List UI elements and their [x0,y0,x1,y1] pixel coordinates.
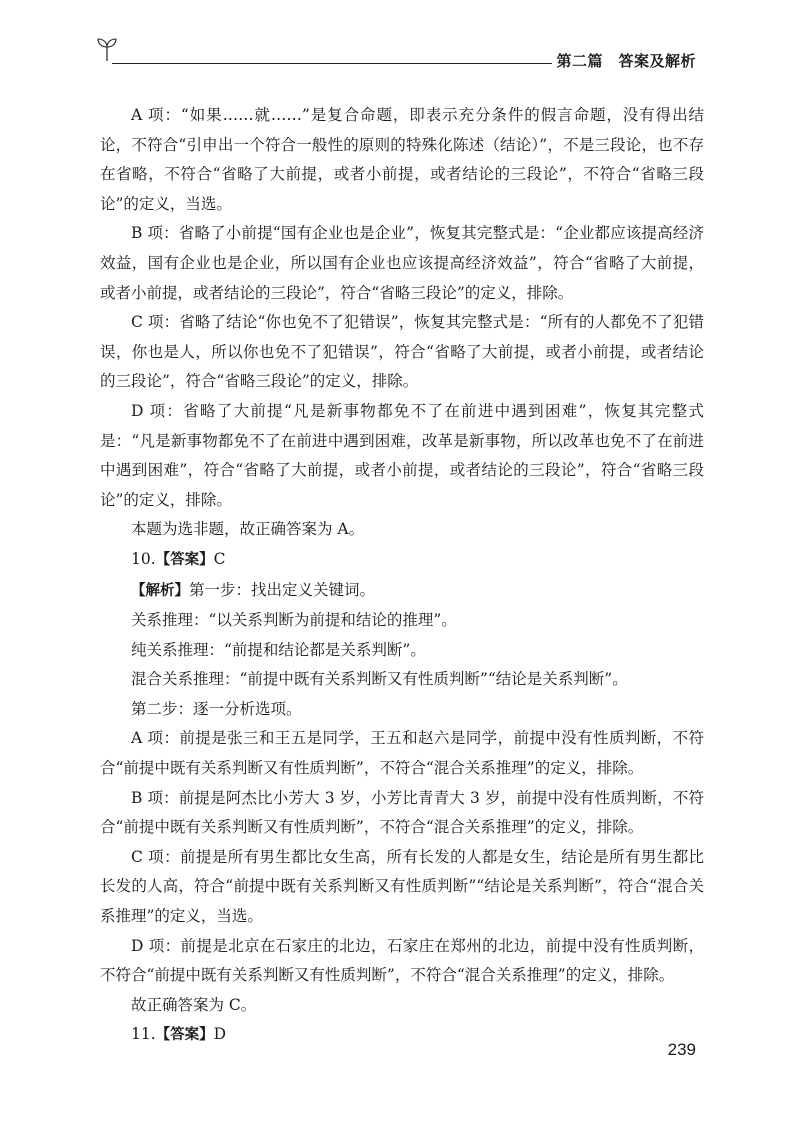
analysis-label: 【解析】 [131,582,189,599]
page-number: 239 [667,1040,696,1059]
paragraph-option-b-2: B 项：前提是阿杰比小芳大 3 岁，小芳比青青大 3 岁，前提中没有性质判断，不符合“前提中既有关系判断又有性质判断”，不符合“混合关系推理”的定义，排除。 [100,788,704,837]
header-rule [112,63,552,64]
answer-label: 【答案】 [155,551,214,568]
paragraph-option-d: D 项：省略了大前提“凡是新事物都免不了在前进中遇到困难”，恢复其完整式是：“凡是新事物都免不了在前进中遇到困难，改革是新事物，所以改革也免不了在前进中遇到困难”，符合“省略了大前提，或者小前提，或者结论的三段论”，符合“省略三段论”的定义，排除。 [100,401,704,509]
paragraph-option-a-2: A 项：前提是张三和王五是同学，王五和赵六是同学，前提中没有性质判断，不符合“前提中既有关系判断又有性质判断”，不符合“混合关系推理”的定义，排除。 [100,729,704,778]
definition-relation: 关系推理：“以关系判断为前提和结论的推理”。 [131,611,457,630]
paragraph-conclusion-2: 故正确答案为 C。 [131,995,257,1014]
leaf-sprout-icon [96,36,118,62]
step-two: 第二步：逐一分析选项。 [131,699,302,718]
definition-pure: 纯关系推理：“前提和结论都是关系判断”。 [131,640,426,659]
answer-label: 【答案】 [155,1027,214,1044]
answer-value: C [213,549,226,568]
paragraph-conclusion: 本题为选非题，故正确答案为 A。 [131,520,365,539]
analysis-line: 【解析】第一步：找出定义关键词。 [131,580,376,599]
paragraph-option-c: C 项：省略了结论“你也免不了犯错误”，恢复其完整式是：“所有的人都免不了犯错误，你也是人，所以你也免不了犯错误”，符合“省略了大前提，或者小前提，或者结论的三段论”，符合“省略三段论”的定义，排除。 [100,313,704,391]
question-number: 10. [131,549,156,568]
paragraph-option-d-2: D 项：前提是北京在石家庄的北边，石家庄在郑州的北边，前提中没有性质判断，不符合“前提中既有关系判断又有性质判断”，不符合“混合关系推理”的定义，排除。 [100,936,704,985]
definition-mixed: 混合关系推理：“前提中既有关系判断又有性质判断”“结论是关系判断”。 [131,670,628,689]
paragraph-option-b: B 项：省略了小前提“国有企业也是企业”，恢复其完整式是：“企业都应该提高经济效益，国有企业也是企业，所以国有企业也应该提高经济效益”，符合“省略了大前提，或者小前提，或者结论的三段论”，符合“省略三段论”的定义，排除。 [100,224,704,302]
paragraph-option-c-2: C 项：前提是所有男生都比女生高，所有长发的人都是女生，结论是所有男生都比长发的人高，符合“前提中既有关系判断又有性质判断”“结论是关系判断”，符合“混合关系推理”的定义，当选。 [100,847,704,926]
page-header [96,36,696,72]
question-number: 11. [131,1025,156,1044]
paragraph-option-a: A 项：“如果……就……”是复合命题，即表示充分条件的假言命题，没有得出结论，不符合“引申出一个符合一般性的原则的特殊化陈述（结论）”，不是三段论，也不存在省略，不符合“省略了大前提，或者小前提，或者结论的三段论”，不符合“省略三段论”的定义，当选。 [100,106,704,213]
answer-line-10 [100,545,704,576]
answer-value: D [213,1025,227,1044]
body-text [100,101,704,1051]
section-title: 第二篇 答案及解析 [556,52,696,70]
answer-line-11 [100,1020,704,1051]
